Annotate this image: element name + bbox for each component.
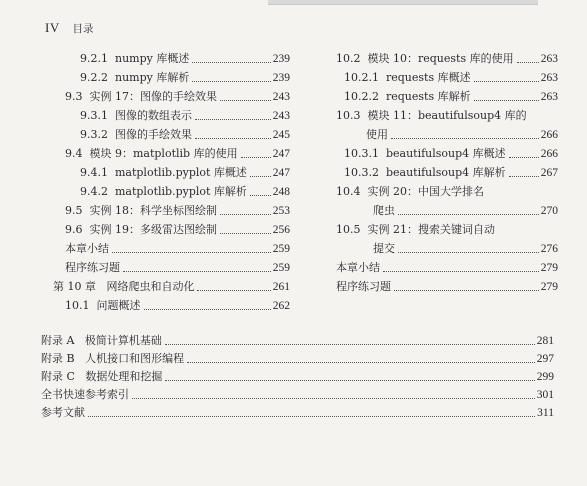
dot-leader (132, 398, 535, 399)
toc-entry-page: 243 (272, 110, 290, 122)
dot-leader (220, 100, 271, 101)
toc-entry-title: 附录 C 数据处理和挖掘 (41, 370, 163, 383)
dot-leader (192, 62, 270, 63)
toc-entry[interactable] (41, 330, 554, 348)
toc-entry-title: 9.2.1 numpy 库概述 (80, 52, 190, 65)
toc-entry-page: 253 (272, 205, 290, 217)
dot-leader (517, 62, 539, 63)
toc-entry-page: 263 (540, 72, 558, 84)
toc-entry-page: 297 (536, 353, 554, 365)
toc-entry-page: 256 (272, 224, 290, 236)
toc-entry-page: 245 (272, 129, 290, 141)
toc-entry[interactable] (40, 66, 290, 85)
toc-entry-page: 259 (272, 262, 290, 274)
toc-entry[interactable] (41, 366, 554, 384)
dot-leader (197, 290, 270, 291)
toc-entry[interactable] (336, 199, 558, 218)
toc-entry[interactable] (336, 256, 558, 275)
toc-entry-page: 261 (272, 281, 290, 293)
toc-entry-title: 程序练习题 (65, 261, 120, 274)
dot-leader (195, 138, 271, 139)
dot-leader (165, 380, 534, 381)
dot-leader (383, 271, 539, 272)
toc-left-column (40, 47, 290, 313)
toc-entry-title: 9.3.2 图像的手绘效果 (80, 128, 192, 141)
toc-entry-page: 266 (540, 148, 558, 160)
toc-entry[interactable] (336, 47, 558, 66)
toc-entry[interactable] (41, 384, 554, 402)
toc-entry[interactable] (41, 402, 554, 420)
toc-entry-title: 使用 (366, 128, 388, 141)
toc-entry[interactable] (336, 180, 558, 199)
toc-entry-page: 263 (540, 53, 558, 65)
dot-leader (250, 195, 271, 196)
toc-entry-title: 全书快速参考索引 (41, 388, 129, 401)
dot-leader (394, 290, 539, 291)
toc-entry[interactable] (40, 123, 290, 142)
toc-entry-title: 10.2.2 requests 库解析 (344, 90, 471, 103)
dot-leader (474, 100, 539, 101)
toc-entry-title: 9.4 模块 9：matplotlib 库的使用 (65, 147, 238, 160)
toc-entry-title: 10.3.2 beautifulsoup4 库解析 (344, 166, 506, 179)
dot-leader (187, 362, 535, 363)
dot-leader (474, 81, 539, 82)
toc-entry-page: 247 (272, 167, 290, 179)
toc-entry[interactable] (336, 66, 558, 85)
toc-entry[interactable] (40, 199, 290, 218)
toc-entry-page: 301 (536, 389, 554, 401)
toc-appendix-list (41, 330, 554, 420)
toc-entry-page: 311 (537, 407, 554, 419)
dot-leader (241, 157, 271, 158)
toc-entry-title: 10.3.1 beautifulsoup4 库概述 (344, 147, 506, 160)
toc-entry[interactable] (40, 104, 290, 123)
toc-entry-page: 262 (272, 300, 290, 312)
top-shadow-bar (268, 0, 538, 5)
toc-entry-page: 259 (272, 243, 290, 255)
toc-entry-title: 9.4.1 matplotlib.pyplot 库概述 (80, 166, 247, 179)
dot-leader (192, 81, 270, 82)
toc-entry-page: 279 (540, 262, 558, 274)
toc-entry-title: 本章小结 (65, 242, 109, 255)
toc-entry-page: 279 (540, 281, 558, 293)
toc-entry-title: 9.4.2 matplotlib.pyplot 库解析 (80, 185, 247, 198)
toc-entry-page: 239 (272, 72, 290, 84)
toc-entry-title: 参考文献 (41, 406, 85, 419)
toc-entry[interactable] (40, 218, 290, 237)
toc-entry-title: 9.6 实例 19：多级雷达图绘制 (65, 223, 217, 236)
toc-entry-title: 10.5 实例 21：搜索关键词自动 (336, 223, 495, 236)
dot-leader (398, 214, 539, 215)
dot-leader (220, 233, 271, 234)
toc-entry[interactable] (336, 275, 558, 294)
toc-entry-title: 程序练习题 (336, 280, 391, 293)
toc-entry[interactable] (40, 256, 290, 275)
toc-entry[interactable] (41, 348, 554, 366)
toc-entry[interactable] (40, 237, 290, 256)
toc-entry[interactable] (40, 47, 290, 66)
toc-entry[interactable] (336, 218, 558, 237)
toc-entry[interactable] (336, 85, 558, 104)
toc-entry-title: 9.5 实例 18：科学坐标图绘制 (65, 204, 217, 217)
toc-entry-page: 281 (536, 335, 554, 347)
toc-entry-page: 266 (540, 129, 558, 141)
toc-entry[interactable] (40, 275, 290, 294)
toc-right-column (336, 47, 558, 294)
dot-leader (398, 252, 539, 253)
toc-entry-title: 9.3 实例 17：图像的手绘效果 (65, 90, 217, 103)
dot-leader (509, 157, 539, 158)
toc-entry[interactable] (336, 142, 558, 161)
dot-leader (123, 271, 271, 272)
toc-entry-title: 提交 (373, 242, 395, 255)
toc-entry-title: 10.1 问题概述 (65, 299, 141, 312)
toc-entry-title: 爬虫 (373, 204, 395, 217)
toc-entry[interactable] (336, 161, 558, 180)
toc-entry-title: 9.3.1 图像的数组表示 (80, 109, 192, 122)
toc-entry-page: 267 (540, 167, 558, 179)
toc-entry[interactable] (40, 180, 290, 199)
toc-entry-page: 276 (540, 243, 558, 255)
dot-leader (112, 252, 271, 253)
page-header (45, 20, 94, 36)
toc-entry-title: 10.2 模块 10：requests 库的使用 (336, 52, 514, 65)
toc-entry-title: 附录 B 人机接口和图形编程 (41, 352, 185, 365)
toc-entry-page: 263 (540, 91, 558, 103)
toc-entry-title: 第 10 章 网络爬虫和自动化 (53, 280, 195, 293)
toc-entry[interactable] (40, 294, 290, 313)
toc-entry[interactable] (336, 104, 558, 123)
dot-leader (391, 138, 539, 139)
toc-entry-page: 239 (272, 53, 290, 65)
page-number: IV (45, 20, 60, 35)
dot-leader (88, 416, 535, 417)
toc-entry[interactable] (40, 142, 290, 161)
toc-entry-title: 9.2.2 numpy 库解析 (80, 71, 190, 84)
toc-entry-page: 247 (272, 148, 290, 160)
toc-entry[interactable] (40, 85, 290, 104)
toc-entry-page: 248 (272, 186, 290, 198)
dot-leader (509, 176, 539, 177)
dot-leader (165, 344, 535, 345)
toc-entry-title: 附录 A 极简计算机基础 (41, 334, 162, 347)
dot-leader (144, 309, 271, 310)
toc-entry-page: 243 (272, 91, 290, 103)
page-title: 目录 (72, 23, 94, 35)
toc-entry-title: 10.2.1 requests 库概述 (344, 71, 471, 84)
dot-leader (220, 214, 271, 215)
toc-entry[interactable] (336, 237, 558, 256)
toc-entry-title: 10.4 实例 20：中国大学排名 (336, 185, 484, 198)
toc-entry-page: 299 (536, 371, 554, 383)
dot-leader (195, 119, 271, 120)
toc-entry-title: 10.3 模块 11：beautifulsoup4 库的 (336, 109, 527, 122)
toc-entry-title: 本章小结 (336, 261, 380, 274)
toc-entry-page: 270 (540, 205, 558, 217)
toc-entry[interactable] (40, 161, 290, 180)
toc-entry[interactable] (336, 123, 558, 142)
dot-leader (250, 176, 271, 177)
